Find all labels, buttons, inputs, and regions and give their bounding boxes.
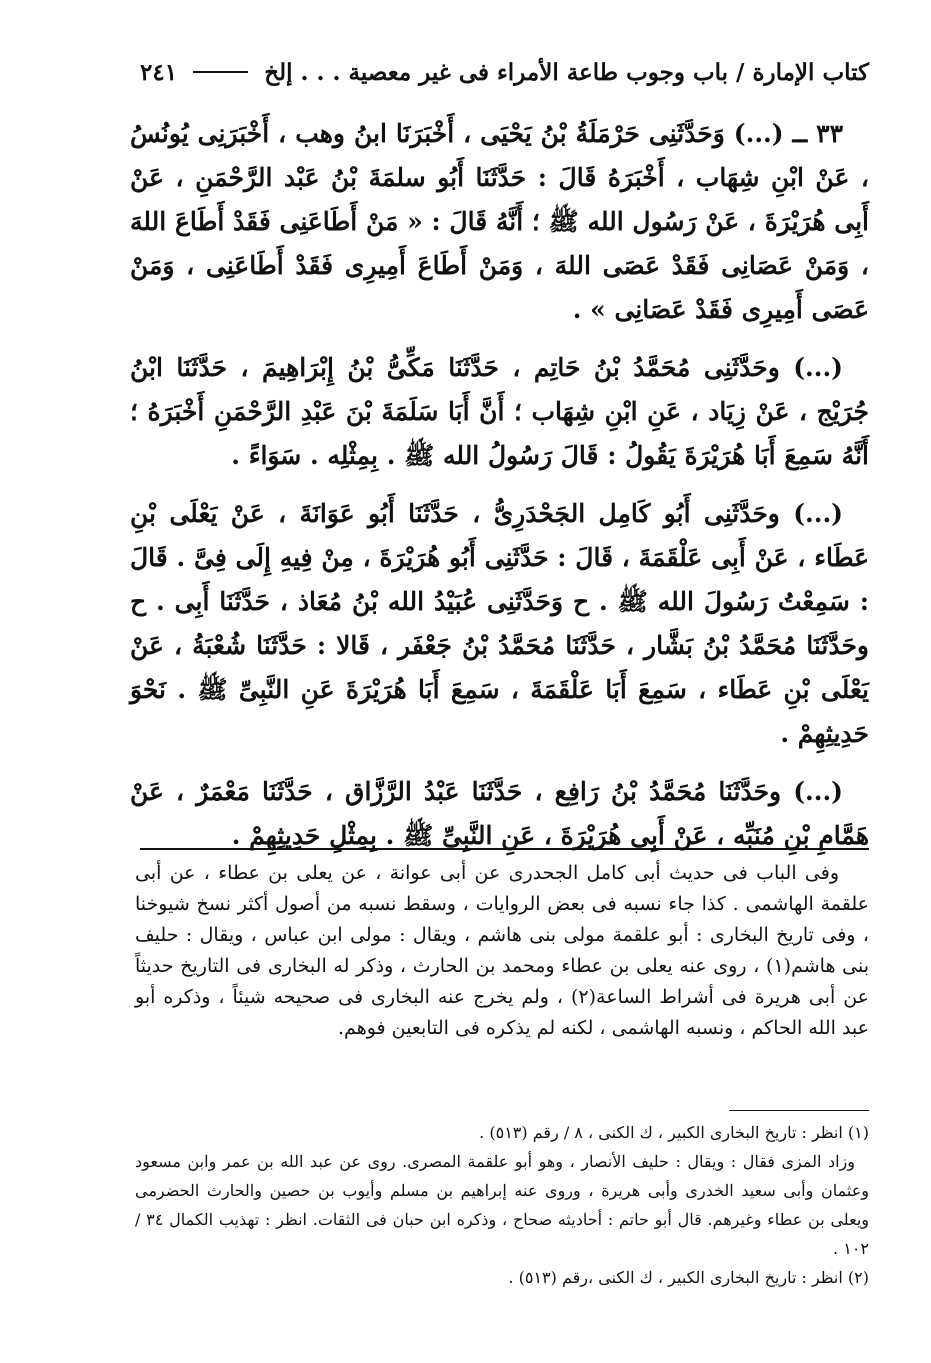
chapter-title: كتاب الإمارة / باب وجوب طاعة الأمراء فى غير معصية . . . إلخ (264, 58, 869, 86)
hadith-text (130, 112, 869, 872)
footnote: (١) انظر : تاريخ البخارى الكبير ، ك الكنى ، ٨ / رقم (٥١٣) . (479, 1123, 869, 1142)
footnote: وزاد المزى فقال : ويقال : حليف الأنصار ، وهو أبو علقمة المصرى. روى عن عبد الله بن عمر وابن مسعود وعثمان وأبى سعيد الخدرى وأبى هريرة ، وروى عنه إبراهيم بن مسلم وأيوب بن حصين والحارث الحضرمى ويعلى بن عطاء وغيرهم. قال أبو حاتم : أحاديثه صحاح ، وذكره ابن حبان فى الثقات. انظر : تهذيب الكمال ٣٤ / ١٠٢ . (135, 1152, 869, 1258)
footnote: (٢) انظر : تاريخ البخارى الكبير ، ك الكنى ،رقم (٥١٣) . (508, 1268, 869, 1287)
hadith-paragraph: ٣٣ ــ (...) وَحَدَّثَنِى حَرْمَلَةُ بْنُ يَحْيَى ، أَخْبَرَنَا ابنُ وهب ، أَخْبَرَنِى يُونُسُ ، عَنْ ابْنِ شِهَاب ، أَخْبَرَهُ قَالَ : حَدَّثَنَا أَبُو سلمَةَ بْنُ عَبْد الرَّحْمَنِ ، عَنْ أَبِى هُرَيْرَةَ ، عَنْ رَسُول الله ﷺ ؛ أَنَّهُ قَالَ : « مَنْ أَطَاعَنِى فَقَدْ أَطَاعَ اللهَ ، وَمَنْ عَصَانِى فَقَدْ عَصَى اللهَ ، وَمَنْ أَطَاعَ أَمِيرِى فَقَدْ أَطَاعَنِى ، وَمَنْ عَصَى أَمِيرِى فَقَدْ عَصَانِى » . (130, 119, 869, 324)
footnote-divider (729, 1110, 869, 1111)
hadith-paragraph: (...) وحَدَّثَنِى مُحَمَّدُ بْنُ حَاتِم ، حَدَّثَنَا مَكِّىُّ بْنُ إِبْرَاهِيمَ ، حَدَّثَنَا ابْنُ جُرَيْج ، عَنْ زِيَاد ، عَنِ ابْنِ شِهَاب ؛ أَنَّ أَبَا سَلَمَةَ بْنَ عَبْدِ الرَّحْمَنِ أَخْبَرَهُ ؛ أَنَّهُ سَمِعَ أَبَا هُرَيْرَةَ يَقُولُ : قَالَ رَسُولُ الله ﷺ . بِمِثْلِه . سَوَاءً . (130, 353, 869, 470)
footnotes (135, 1118, 869, 1292)
hadith-paragraph: (...) وحَدَّثَنِى أَبُو كَامِل الجَحْدَرِىُّ ، حَدَّثَنَا أَبُو عَوَانَةَ ، عَنْ يَعْلَى بْنِ عَطَاء ، عَنْ أَبِى عَلْقَمَةَ ، قَالَ : حَدَّثَنِى أَبُو هُرَيْرَةَ ، مِنْ فِيهِ إِلَى فِىَّ . قَالَ : سَمِعْتُ رَسُولَ الله ﷺ . ح وَحَدَّثَنِى عُبَيْدُ الله بْنُ مُعَاذ ، حَدَّثَنَا أَبِى . ح وحَدَّثَنَا مُحَمَّدُ بْنُ بَشَّار ، حَدَّثَنَا مُحَمَّدُ بْنُ جَعْفَر ، قَالا : حَدَّثَنَا شُعْبَةُ ، عَنْ يَعْلَى بْنِ عَطَاء ، سَمِعَ أَبَا عَلْقَمَةَ ، سَمِعَ أَبَا هُرَيْرَةَ عَنِ النَّبِىِّ ﷺ . نَحْوَ حَدِيثِهِمْ . (130, 499, 869, 748)
commentary-divider (140, 848, 869, 850)
page-number: ٢٤١ (140, 58, 178, 86)
running-header (140, 52, 869, 92)
header-rule (193, 71, 248, 73)
commentary-text: وفى الباب فى حديث أبى كامل الجحدرى عن أبى عوانة ، عن يعلى بن عطاء ، عن أبى علقمة الهاشمى . كذا جاء نسبه فى بعض الروايات ، وسقط نسبه من أصول أكثر نسخ شيوخنا ، وفى تاريخ البخارى : أبو علقمة مولى بنى هاشم ، ويقال : مولى ابن عباس ، ويقال : حليف بنى هاشم(١) ، روى عنه يعلى بن عطاء ومحمد بن الحارث ، وذكر له البخارى فى التاريخ حديثاً عن أبى هريرة فى أشراط الساعة(٢) ، ولم يخرج عنه البخارى فى صحيحه شيئاً ، وذكره أبو عبد الله الحاكم ، ونسبه الهاشمى ، لكنه لم يذكره فى التابعين فوهم. (135, 862, 870, 1039)
hadith-paragraph: (...) وحَدَّثَنَا مُحَمَّدُ بْنُ رَافِع ، حَدَّثَنَا عَبْدُ الرَّزَّاق ، حَدَّثَنَا مَعْمَرٌ ، عَنْ هَمَّامِ بْنِ مُنَبِّه ، عَنْ أَبِى هُرَيْرَةَ ، عَنِ النَّبِىِّ ﷺ . بِمِثْلِ حَدِيثِهِمْ . (130, 777, 869, 850)
